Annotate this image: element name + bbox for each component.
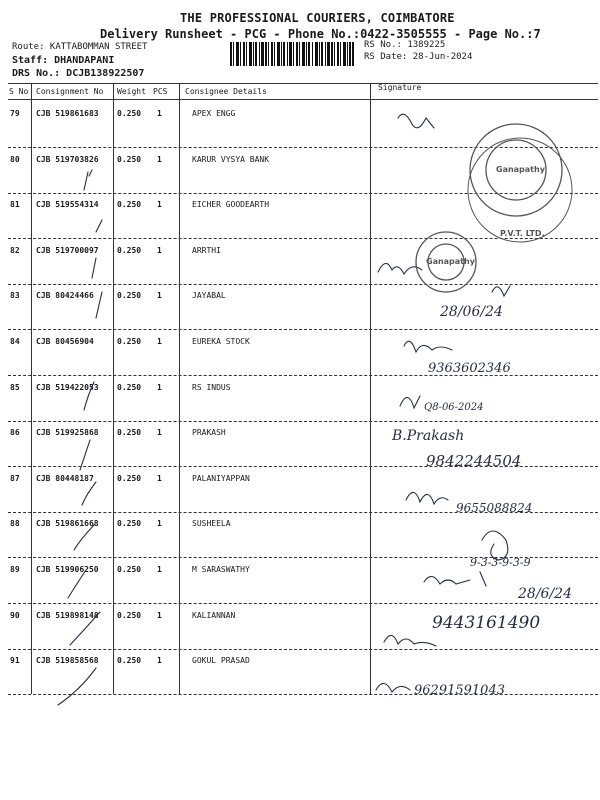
signature-90 bbox=[384, 635, 436, 646]
row-sno: 79 bbox=[10, 109, 20, 118]
signature-88 bbox=[482, 531, 508, 560]
handwritten-date: 28/6/24 bbox=[518, 586, 572, 602]
signature-89 bbox=[424, 572, 486, 586]
row-sno: 89 bbox=[10, 565, 20, 574]
row-separator bbox=[8, 512, 598, 513]
row-consignment-no: CJB 519925868 bbox=[36, 428, 99, 437]
barcode bbox=[230, 42, 354, 66]
row-consignment-no: CJB 519422053 bbox=[36, 383, 99, 392]
row-consignee: RS INDUS bbox=[192, 383, 231, 392]
tick-mark bbox=[96, 292, 102, 318]
row-sno: 91 bbox=[10, 656, 20, 665]
row-separator bbox=[8, 649, 598, 650]
signature-91 bbox=[376, 683, 410, 692]
tick-mark bbox=[92, 258, 96, 278]
row-consignee: APEX ENGG bbox=[192, 109, 236, 118]
row-consignment-no: CJB 519898148 bbox=[36, 611, 99, 620]
row-separator bbox=[8, 557, 598, 558]
row-weight: 0.250 bbox=[117, 519, 142, 528]
row-consignee: GOKUL PRASAD bbox=[192, 656, 250, 665]
handwritten-phone: 9-3-3-9-3-9 bbox=[470, 556, 531, 569]
row-weight: 0.250 bbox=[117, 337, 142, 346]
row-consignee: JAYABAL bbox=[192, 291, 226, 300]
row-sno: 85 bbox=[10, 383, 20, 392]
row-consignment-no: CJB 80456904 bbox=[36, 337, 94, 346]
row-consignee: SUSHEELA bbox=[192, 519, 231, 528]
row-consignee: ARRTHI bbox=[192, 246, 221, 255]
tick-mark bbox=[82, 482, 96, 505]
row-consignment-no: CJB 519703826 bbox=[36, 155, 99, 164]
row-consignment-no: CJB 519858568 bbox=[36, 656, 99, 665]
company-stamp bbox=[470, 124, 562, 216]
stamp-text: Ganapathy bbox=[426, 257, 475, 266]
row-separator bbox=[8, 329, 598, 330]
row-sno: 84 bbox=[10, 337, 20, 346]
staff-label: Staff: DHANDAPANI bbox=[12, 55, 115, 66]
row-weight: 0.250 bbox=[117, 656, 142, 665]
row-consignment-no: CJB 519861683 bbox=[36, 109, 99, 118]
col-header-signature: Signature bbox=[378, 83, 422, 92]
row-consignment-no: CJB 519554314 bbox=[36, 200, 99, 209]
row-consignment-no: CJB 80448187 bbox=[36, 474, 94, 483]
row-sno: 86 bbox=[10, 428, 20, 437]
row-consignee: KALIANNAN bbox=[192, 611, 236, 620]
drs-number: DRS No.: DCJB138922507 bbox=[12, 68, 145, 79]
row-consignee: PALANIYAPPAN bbox=[192, 474, 250, 483]
row-weight: 0.250 bbox=[117, 611, 142, 620]
row-pcs: 1 bbox=[157, 291, 162, 300]
row-pcs: 1 bbox=[157, 611, 162, 620]
row-sno: 83 bbox=[10, 291, 20, 300]
stamp-text: P.V.T. LTD. bbox=[500, 229, 545, 238]
row-consignee: KARUR VYSYA BANK bbox=[192, 155, 270, 164]
row-weight: 0.250 bbox=[117, 428, 142, 437]
tick-mark bbox=[96, 220, 102, 232]
row-pcs: 1 bbox=[157, 200, 162, 209]
handwritten-date: 28/06/24 bbox=[440, 304, 503, 320]
row-consignee: EICHER GOODEARTH bbox=[192, 200, 270, 209]
row-consignment-no: CJB 519700097 bbox=[36, 246, 99, 255]
tick-mark bbox=[68, 570, 86, 598]
row-sno: 81 bbox=[10, 200, 20, 209]
handwritten-phone: 9363602346 bbox=[428, 361, 511, 376]
rs-number: RS No.: 1389225 bbox=[364, 40, 446, 50]
col-header-consignment: Consignment No bbox=[36, 87, 104, 96]
col-header-consignee: Consignee Details bbox=[185, 87, 267, 96]
row-pcs: 1 bbox=[157, 246, 162, 255]
row-pcs: 1 bbox=[157, 474, 162, 483]
rs-date: RS Date: 28-Jun-2024 bbox=[364, 52, 473, 62]
company-name: THE PROFESSIONAL COURIERS, COIMBATORE bbox=[180, 11, 455, 25]
runsheet-title: Delivery Runsheet - PCG - Phone No.:0422-3505555 - Page No.:7 bbox=[100, 27, 541, 41]
table-header-rule bbox=[8, 99, 598, 100]
signature-85 bbox=[400, 396, 420, 408]
row-separator bbox=[8, 466, 598, 467]
row-separator bbox=[8, 375, 598, 376]
signature-87 bbox=[406, 492, 448, 504]
row-consignment-no: CJB 519861668 bbox=[36, 519, 99, 528]
route-label: Route: KATTABOMMAN STREET bbox=[12, 42, 148, 52]
row-weight: 0.250 bbox=[117, 565, 142, 574]
tick-mark bbox=[84, 170, 92, 190]
signature-82 bbox=[378, 263, 422, 274]
row-consignee: M SARASWATHY bbox=[192, 565, 250, 574]
row-sno: 88 bbox=[10, 519, 20, 528]
handwritten-phone: 9443161490 bbox=[432, 613, 541, 633]
col-header-sno: S No bbox=[9, 87, 29, 96]
row-weight: 0.250 bbox=[117, 383, 142, 392]
row-sno: 87 bbox=[10, 474, 20, 483]
row-sno: 82 bbox=[10, 246, 20, 255]
row-sno: 80 bbox=[10, 155, 20, 164]
row-pcs: 1 bbox=[157, 109, 162, 118]
col-header-pcs: PCS bbox=[153, 87, 168, 96]
handwritten-phone: 96291591043 bbox=[414, 683, 505, 698]
row-weight: 0.250 bbox=[117, 200, 142, 209]
row-separator bbox=[8, 421, 598, 422]
stamp-text: Ganapathy bbox=[496, 165, 545, 174]
row-weight: 0.250 bbox=[117, 155, 142, 164]
tick-mark bbox=[74, 525, 94, 550]
row-consignee: EUREKA STOCK bbox=[192, 337, 250, 346]
row-separator bbox=[8, 147, 598, 148]
signature-83 bbox=[492, 286, 510, 296]
row-separator bbox=[8, 238, 598, 239]
row-consignee: PRAKASH bbox=[192, 428, 226, 437]
row-weight: 0.250 bbox=[117, 474, 142, 483]
row-consignment-no: CJB 80424466 bbox=[36, 291, 94, 300]
bank-stamp bbox=[416, 232, 476, 292]
row-pcs: 1 bbox=[157, 519, 162, 528]
handwritten-name: B.Prakash bbox=[392, 428, 465, 444]
row-pcs: 1 bbox=[157, 155, 162, 164]
row-separator bbox=[8, 284, 598, 285]
row-pcs: 1 bbox=[157, 337, 162, 346]
row-weight: 0.250 bbox=[117, 109, 142, 118]
row-pcs: 1 bbox=[157, 428, 162, 437]
col-header-weight: Weight bbox=[117, 87, 146, 96]
table-top-rule bbox=[8, 83, 598, 84]
tick-mark bbox=[58, 668, 96, 705]
row-separator bbox=[8, 694, 598, 695]
signature-84 bbox=[404, 341, 452, 352]
signature-79 bbox=[398, 114, 434, 128]
row-weight: 0.250 bbox=[117, 246, 142, 255]
row-separator bbox=[8, 193, 598, 194]
row-pcs: 1 bbox=[157, 565, 162, 574]
handwritten-phone: 9655088824 bbox=[456, 501, 533, 515]
handwritten-date: Q8-06-2024 bbox=[424, 402, 484, 413]
row-pcs: 1 bbox=[157, 656, 162, 665]
row-separator bbox=[8, 603, 598, 604]
row-consignment-no: CJB 519906250 bbox=[36, 565, 99, 574]
row-pcs: 1 bbox=[157, 383, 162, 392]
handwritten-phone: 9842244504 bbox=[426, 452, 522, 470]
row-weight: 0.250 bbox=[117, 291, 142, 300]
company-stamp bbox=[468, 138, 572, 242]
row-sno: 90 bbox=[10, 611, 20, 620]
